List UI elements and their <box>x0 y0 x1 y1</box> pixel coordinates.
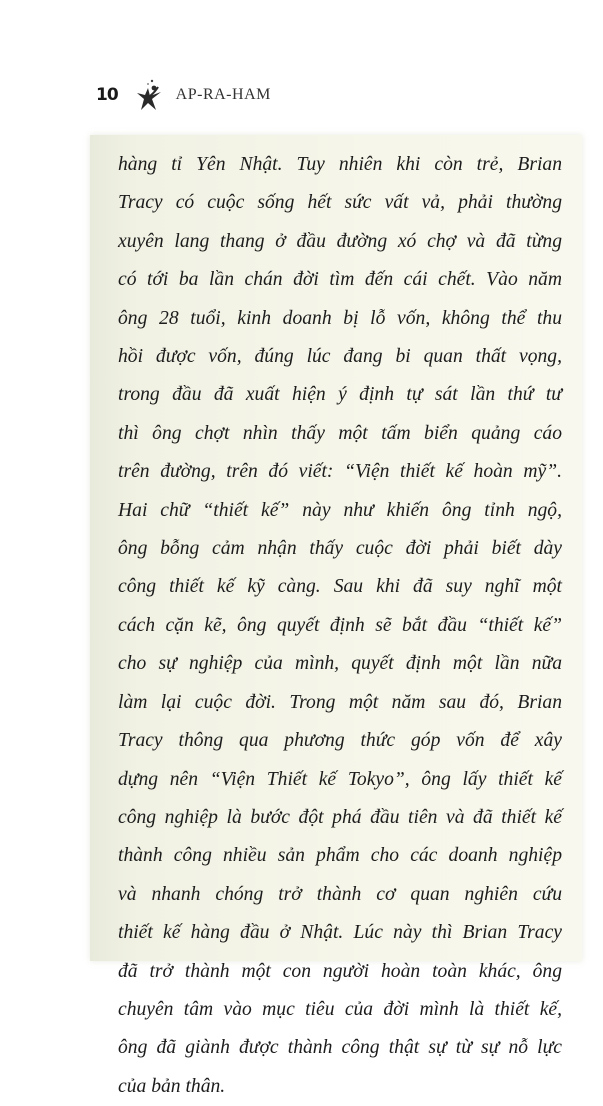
text-line: dựng nên “Viện Thiết kế Tokyo”, ông lấy thiết kế <box>118 768 562 790</box>
text-line: hồi được vốn, đúng lúc đang bi quan thất vọng, <box>118 346 562 368</box>
page-header <box>96 78 271 112</box>
text-line: xuyên lang thang ở đầu đường xó chợ và đã từng <box>118 230 562 252</box>
page-number: 10 <box>96 85 118 105</box>
text-line: ông bỗng cảm nhận thấy cuộc đời phải biết dày <box>118 538 562 560</box>
text-line: trong đầu đã xuất hiện ý định tự sát lần thứ tư <box>118 384 562 406</box>
text-line: Tracy có cuộc sống hết sức vất vả, phải thường <box>118 192 562 214</box>
text-line: ông 28 tuổi, kinh doanh bị lỗ vốn, không thể thu <box>118 307 562 329</box>
star-figure-logo-icon <box>134 78 164 112</box>
text-line: của bản thân. <box>118 1075 226 1097</box>
text-line: hàng tỉ Yên Nhật. Tuy nhiên khi còn trẻ, Brian <box>118 154 562 175</box>
text-line: thì ông chợt nhìn thấy một tấm biển quảng cáo <box>118 422 562 444</box>
text-line: công nghiệp là bước đột phá đầu tiên và đã thiết kế <box>118 806 562 828</box>
text-line: Hai chữ “thiết kế” này như khiến ông tỉnh ngộ, <box>118 499 562 521</box>
text-line: công thiết kế kỹ càng. Sau khi đã suy nghĩ một <box>118 576 562 598</box>
text-line: trên đường, trên đó viết: “Viện thiết kế hoàn mỹ”. <box>118 461 562 483</box>
text-line: cho sự nghiệp của mình, quyết định một lần nữa <box>118 653 562 675</box>
text-line: chuyên tâm vào mục tiêu của đời mình là thiết kế, <box>118 998 562 1020</box>
text-line: ông đã giành được thành công thật sự từ sự nỗ lực <box>118 1037 562 1059</box>
text-line: có tới ba lần chán đời tìm đến cái chết. Vào năm <box>118 269 562 291</box>
text-line: đã trở thành một con người hoàn toàn khác, ông <box>118 960 562 982</box>
body-paragraph <box>118 146 562 1106</box>
text-line: Tracy thông qua phương thức góp vốn để xây <box>118 730 562 752</box>
text-line: thiết kế hàng đầu ở Nhật. Lúc này thì Brian Tracy <box>118 922 562 944</box>
text-line: cách cặn kẽ, ông quyết định sẽ bắt đầu “thiết kế” <box>118 614 562 636</box>
text-line: và nhanh chóng trở thành cơ quan nghiên cứu <box>118 883 562 905</box>
running-title: AP-RA-HAM <box>175 86 271 103</box>
text-line: làm lại cuộc đời. Trong một năm sau đó, Brian <box>118 691 562 713</box>
text-line: thành công nhiều sản phẩm cho các doanh nghiệp <box>118 845 562 867</box>
